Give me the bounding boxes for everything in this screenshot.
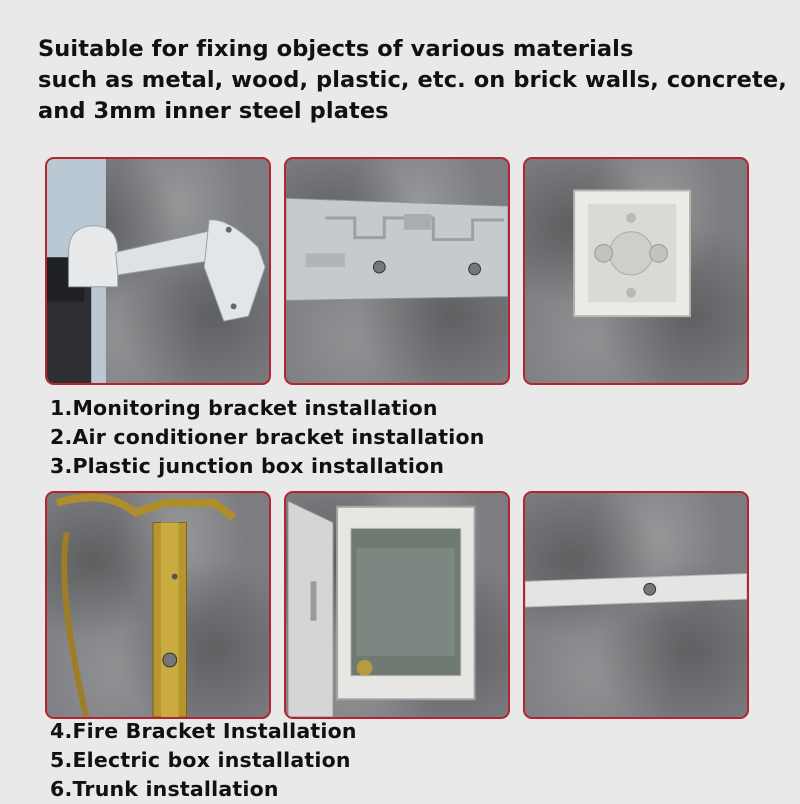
fire-bracket-illustration [47,493,269,717]
caption-2: 2.Air conditioner bracket installation [50,425,485,449]
electric-box-illustration [286,493,508,717]
caption-5: 5.Electric box installation [50,748,351,772]
monitoring-bracket-illustration [47,159,269,383]
photo-monitoring-bracket [45,157,271,385]
headline [38,34,788,127]
trunk-illustration [525,493,747,717]
photo-fire-bracket [45,491,271,719]
caption-6: 6.Trunk installation [50,777,279,801]
caption-1: 1.Monitoring bracket installation [50,396,438,420]
caption-3: 3.Plastic junction box installation [50,454,445,478]
caption-4: 4.Fire Bracket Installation [50,719,357,743]
photo-plastic-junction-box [523,157,749,385]
headline-line-2: such as metal, wood, plastic, etc. on brick walls, concrete, [38,67,787,93]
headline-line-3: and 3mm inner steel plates [38,98,389,124]
air-conditioner-bracket-illustration [286,159,508,383]
photo-air-conditioner-bracket [284,157,510,385]
photo-electric-box [284,491,510,719]
plastic-junction-box-illustration [525,159,747,383]
photo-trunk [523,491,749,719]
headline-line-1: Suitable for fixing objects of various materials [38,36,634,62]
caption-list-group-2 [50,717,357,804]
caption-list-group-1 [50,394,485,481]
